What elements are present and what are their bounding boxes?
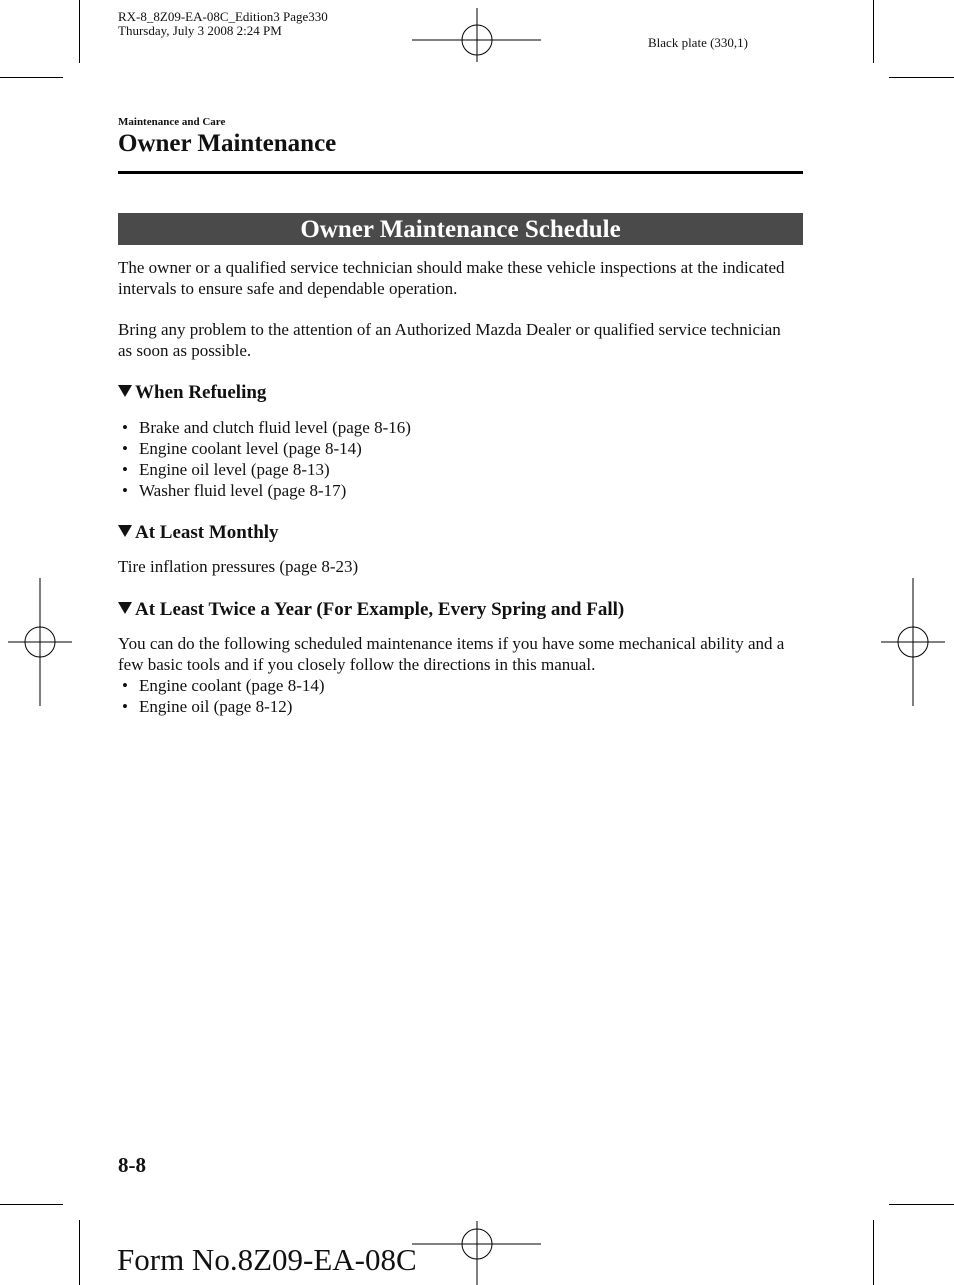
triangle-down-icon [118, 385, 132, 397]
page-title: Owner Maintenance [118, 130, 337, 157]
list-item: • Engine coolant (page 8-14) [122, 676, 325, 695]
bullet-icon: • [122, 697, 128, 716]
bullet-icon: • [122, 481, 128, 500]
bullet-icon: • [122, 439, 128, 458]
refueling-heading: When Refueling [118, 382, 266, 404]
page-number: 8-8 [118, 1153, 146, 1177]
print-file-line: RX-8_8Z09-EA-08C_Edition3 Page330 [118, 9, 328, 24]
twice-year-heading: At Least Twice a Year (For Example, Every Spring and Fall) [118, 599, 624, 621]
list-item: • Engine coolant level (page 8-14) [122, 439, 362, 458]
twice-year-list [118, 675, 325, 717]
bullet-icon: • [122, 676, 128, 695]
print-date-line: Thursday, July 3 2008 2:24 PM [118, 23, 282, 38]
bullet-icon: • [122, 418, 128, 437]
title-rule [118, 171, 803, 174]
form-number: Form No.8Z09-EA-08C [117, 1242, 417, 1277]
list-item: • Engine oil (page 8-12) [122, 697, 293, 716]
bullet-icon: • [122, 460, 128, 479]
refueling-list [118, 417, 411, 501]
intro-paragraph-2: Bring any problem to the attention of an Authorized Mazda Dealer or qualified service technician as soon as possible. [118, 320, 781, 360]
monthly-heading: At Least Monthly [118, 522, 279, 544]
section-label: Maintenance and Care [118, 116, 226, 128]
intro-paragraph-1: The owner or a qualified service technician should make these vehicle inspections at the indicated intervals to ensure safe and dependable operation. [118, 258, 785, 298]
monthly-text: Tire inflation pressures (page 8-23) [118, 557, 359, 576]
twice-year-text: You can do the following scheduled maintenance items if you have some mechanical ability and a few basic tools and if you closely follow the directions in this manual. [118, 634, 785, 674]
list-item: • Engine oil level (page 8-13) [122, 460, 330, 479]
list-item: • Brake and clutch fluid level (page 8-16) [122, 418, 411, 437]
plate-label: Black plate (330,1) [648, 35, 748, 50]
triangle-down-icon [118, 525, 132, 537]
list-item: • Washer fluid level (page 8-17) [122, 481, 347, 500]
triangle-down-icon [118, 602, 132, 614]
schedule-banner: Owner Maintenance Schedule [118, 213, 803, 245]
